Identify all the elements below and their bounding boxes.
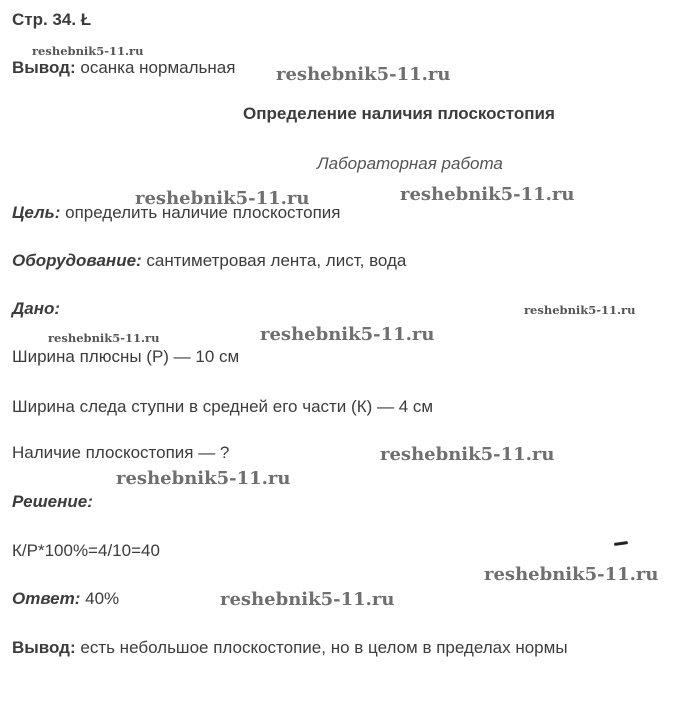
width-footprint: Ширина следа ступни в средней его части (К) — 4 см (12, 397, 434, 416)
conclusion-flatfoot (12, 638, 568, 658)
given-label: Дано: (12, 299, 61, 318)
conclusion-text: осанка нормальная (75, 58, 236, 77)
stray-mark (614, 541, 628, 546)
conclusion-label: Вывод: (12, 638, 76, 657)
conclusion-posture (12, 58, 235, 78)
watermark: reshebnik5-11.ru (32, 44, 144, 58)
watermark: reshebnik5-11.ru (220, 589, 395, 610)
conclusion-text: есть небольшое плоскостопие, но в целом в пределах нормы (75, 638, 568, 657)
equipment-text: сантиметровая лента, лист, вода (141, 251, 407, 270)
document-title: Определение наличия плоскостопия (243, 104, 555, 123)
answer (12, 589, 119, 609)
page-reference: Стр. 34. Ł (12, 10, 92, 29)
solution-label: Решение: (12, 492, 93, 511)
goal-text: определить наличие плоскостопия (60, 203, 341, 222)
watermark: reshebnik5-11.ru (400, 184, 575, 205)
answer-text: 40% (80, 589, 120, 608)
watermark: reshebnik5-11.ru (48, 331, 160, 345)
watermark: reshebnik5-11.ru (276, 64, 451, 85)
equipment-label: Оборудование: (12, 251, 142, 270)
equipment (12, 251, 406, 271)
watermark: reshebnik5-11.ru (135, 188, 310, 209)
watermark: reshebnik5-11.ru (116, 468, 291, 489)
watermark: reshebnik5-11.ru (484, 564, 659, 585)
watermark: reshebnik5-11.ru (524, 303, 636, 317)
question: Наличие плоскостопия — ? (12, 443, 230, 462)
width-metatarsus: Ширина плюсны (Р) — 10 см (12, 347, 240, 366)
conclusion-label: Вывод: (12, 58, 76, 77)
watermark: reshebnik5-11.ru (260, 324, 435, 345)
answer-label: Ответ: (12, 589, 81, 608)
watermark: reshebnik5-11.ru (380, 444, 555, 465)
goal-label: Цель: (12, 203, 61, 222)
document-subtitle: Лабораторная работа (317, 154, 503, 173)
solution-formula: К/Р*100%=4/10=40 (12, 541, 160, 560)
